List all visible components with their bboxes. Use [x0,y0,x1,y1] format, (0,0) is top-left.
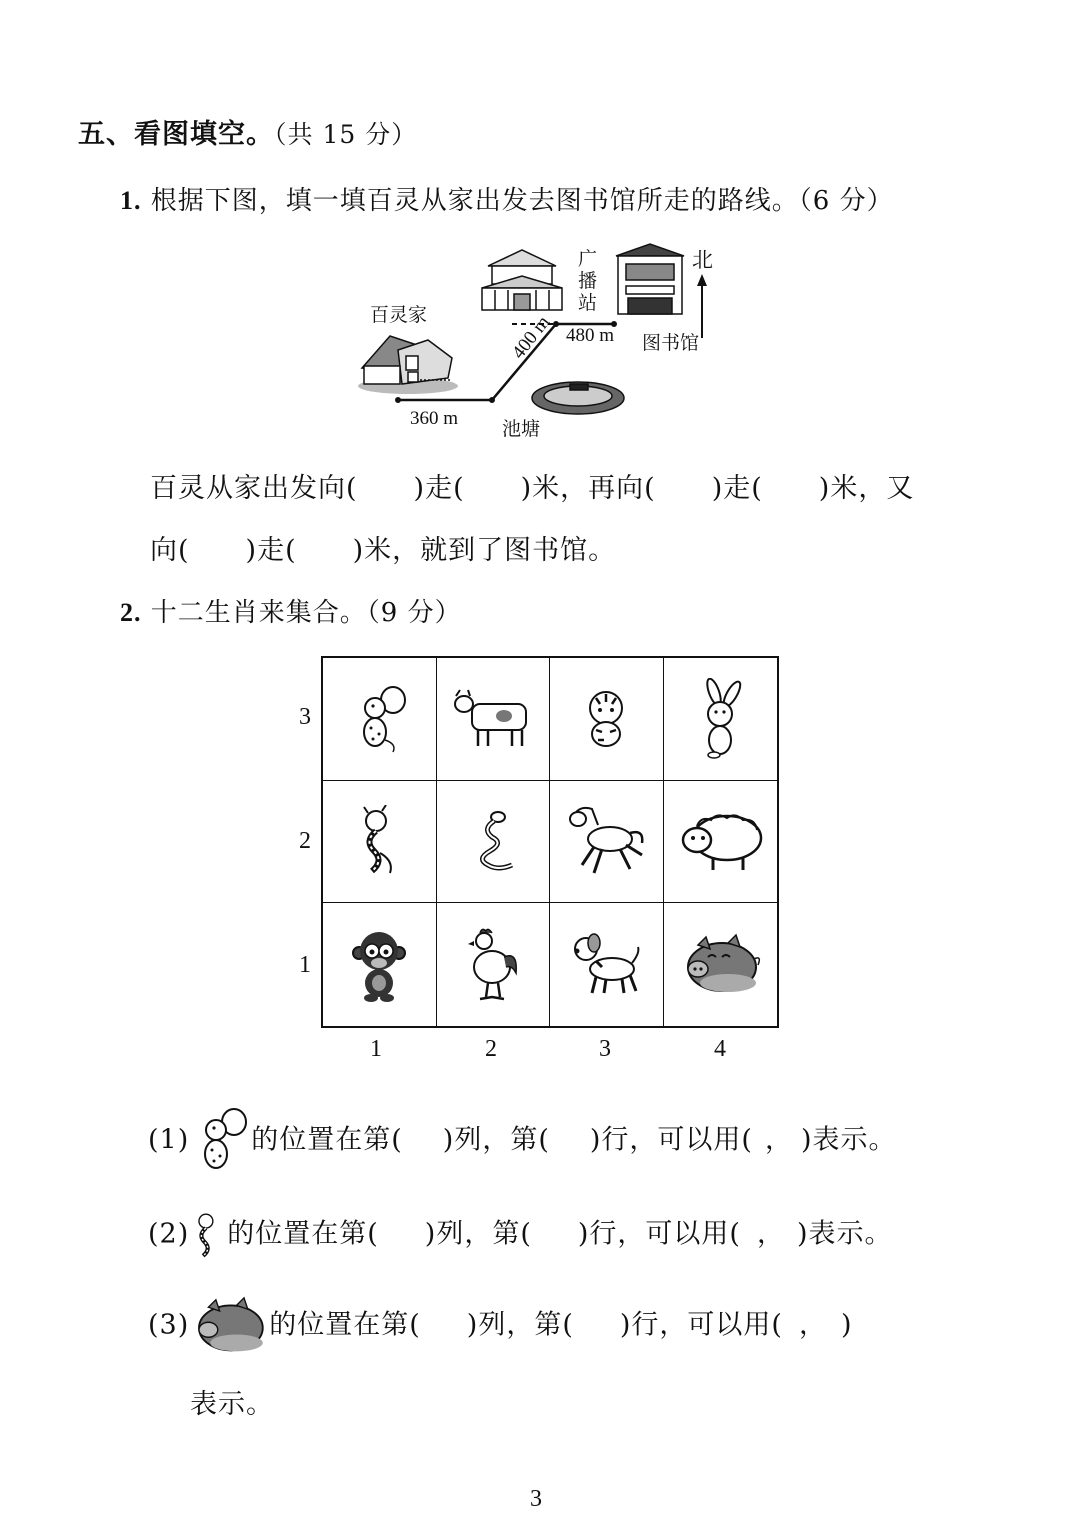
question-1-prompt: 根据下图，填一填百灵从家出发去图书馆所走的路线。 [150,186,799,216]
pig-icon [189,1296,269,1356]
north-label: 北 [692,248,713,272]
sub-3-text-c: )行，可以用( [619,1309,783,1341]
grid-cell [664,781,778,904]
sub-1-number: (1) [148,1124,190,1156]
home-label: 百灵家 [370,304,428,326]
sub-question-3-continuation: 表示。 [190,1389,274,1420]
dragon-icon [354,805,404,877]
bailing-home-icon [358,336,458,394]
row-label-2: 2 [299,828,311,854]
sub-1-text-c: )行，可以用( [589,1124,753,1156]
sub-3-text-d: ， [798,1309,827,1341]
sub-3-text-b: )列，第( [466,1309,574,1341]
column-label-1: 1 [370,1036,382,1062]
question-1-points: （6 分） [798,186,894,216]
grid-cell [550,903,664,1026]
segment-1-label: 360 m [410,408,459,429]
broadcast-station-icon [482,250,562,310]
sheep-icon [673,810,767,872]
sub-3-text-e: ) [840,1309,853,1341]
q1-text-d: )走( [711,473,763,504]
horse-icon [564,799,648,883]
question-2-points: （9 分） [366,598,462,628]
sub-question-2 [148,1210,893,1260]
pond-label: 池塘 [502,418,541,440]
page-number: 3 [530,1486,542,1512]
dragon-icon [189,1210,227,1260]
question-1-line-2 [150,528,616,567]
section-points: （共 15 分） [274,120,418,149]
q1-text-a: 百灵从家出发向( [150,473,358,504]
dog-icon [568,933,644,997]
row-label-3: 3 [299,704,311,730]
segment-2-label: 400 m [508,312,555,363]
question-2-prompt: 十二生肖来集合。 [150,598,367,628]
sub-3-number: (3) [148,1309,190,1341]
sub-2-text-d: ， [756,1218,785,1250]
segment-3-label: 480 m [566,325,615,346]
sub-1-text-b: )列，第( [442,1124,550,1156]
broadcast-station-label: 广播站 [578,248,598,314]
tiger-icon [580,688,632,750]
sub-2-text-b: )列，第( [424,1218,532,1250]
grid-cell [550,781,664,904]
q1-text-h: )米，就到了图书馆。 [352,535,617,566]
ox-icon [452,688,534,750]
q1-text-f: 向( [150,535,190,566]
sub-1-text-d: ， [764,1124,793,1156]
library-building-icon [616,244,684,314]
grid-cell [664,658,778,781]
q1-text-g: )走( [245,535,297,566]
question-1-number: 1. [120,186,142,215]
question-1-title [120,180,894,217]
pond-icon [532,382,624,414]
rat-icon [189,1106,251,1176]
grid-cell [664,903,778,1026]
section-title-text: 五、看图填空。 [78,119,274,150]
question-2-title [120,592,462,629]
q1-text-b: )走( [413,473,465,504]
question-2-number: 2. [120,598,142,627]
question-1-line-1 [150,466,914,505]
column-label-4: 4 [714,1036,726,1062]
sub-1-text-e: )表示。 [800,1124,897,1156]
monkey-icon [351,927,407,1003]
sub-3-text-a: 的位置在第( [269,1309,421,1341]
pig-icon [678,933,762,997]
row-label-1: 1 [299,952,311,978]
grid-cell [550,658,664,781]
section-title [78,112,417,151]
grid-cell [437,903,551,1026]
sub-question-1 [148,1106,897,1176]
grid-cell [323,903,437,1026]
sub-2-text-a: 的位置在第( [227,1218,379,1250]
q1-text-c: )米，再向( [520,473,656,504]
column-label-3: 3 [599,1036,611,1062]
grid-cell [437,658,551,781]
rooster-icon [464,927,522,1003]
library-label: 图书馆 [642,332,700,354]
sub-2-text-e: )表示。 [796,1218,893,1250]
grid-cell [323,781,437,904]
sub-1-text-a: 的位置在第( [251,1124,403,1156]
snake-icon [468,809,518,873]
rat-icon [349,684,409,754]
sub-2-number: (2) [148,1218,190,1250]
q1-text-e: )米，又 [818,473,915,504]
zodiac-grid [321,656,779,1028]
column-label-2: 2 [485,1036,497,1062]
rabbit-icon [692,678,748,760]
sub-question-3 [148,1296,853,1356]
grid-cell [437,781,551,904]
sub-2-text-c: )行，可以用( [577,1218,741,1250]
grid-cell [323,658,437,781]
